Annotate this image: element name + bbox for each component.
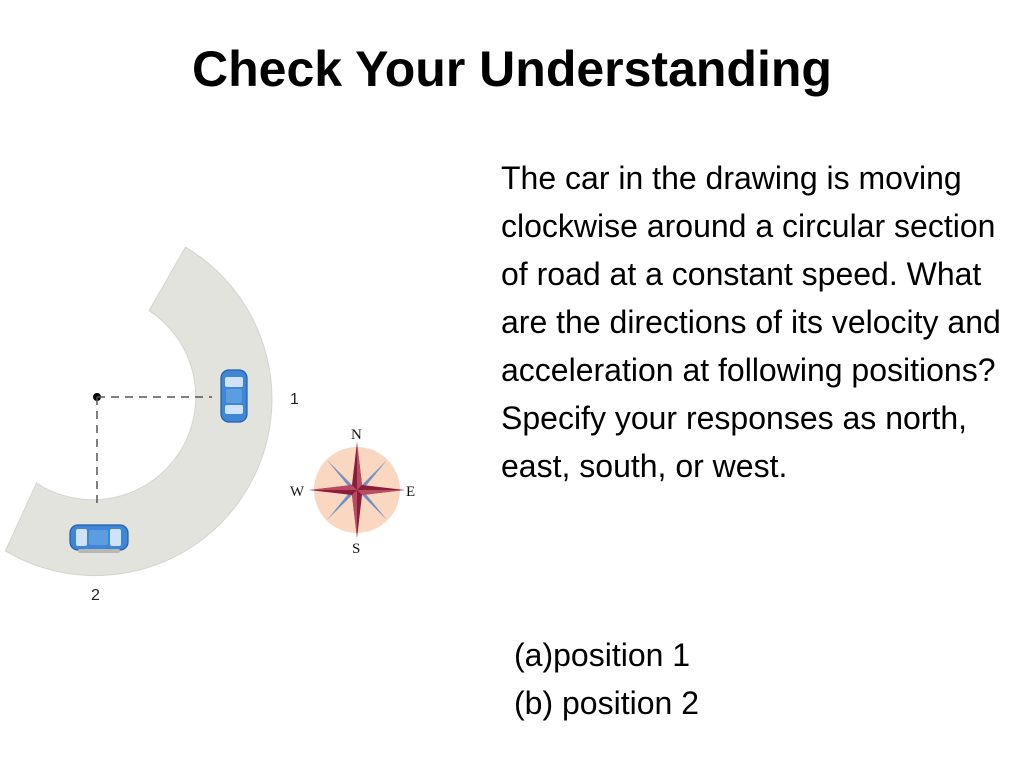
position-2-label: 2 — [91, 587, 100, 604]
compass-east-label: E — [406, 484, 416, 500]
slide-title: Check Your Understanding — [192, 41, 832, 97]
compass-rose-icon — [309, 442, 405, 538]
car-position-2 — [70, 525, 128, 553]
option-a: (a)position 1 — [514, 637, 691, 673]
position-1-label: 1 — [290, 391, 299, 408]
compass-south-label: S — [352, 541, 361, 557]
question-text: The car in the drawing is moving clockwise around a circular section of road at a constant speed. What are the directions of its velocity and acceleration at following positions? Specify your responses as north, east, south, or west. — [501, 160, 1001, 484]
car-position-1 — [221, 370, 247, 422]
road-diagram — [0, 230, 440, 620]
compass-north-label: N — [351, 427, 362, 443]
option-b: (b) position 2 — [514, 685, 699, 721]
compass-west-label: W — [290, 484, 305, 500]
